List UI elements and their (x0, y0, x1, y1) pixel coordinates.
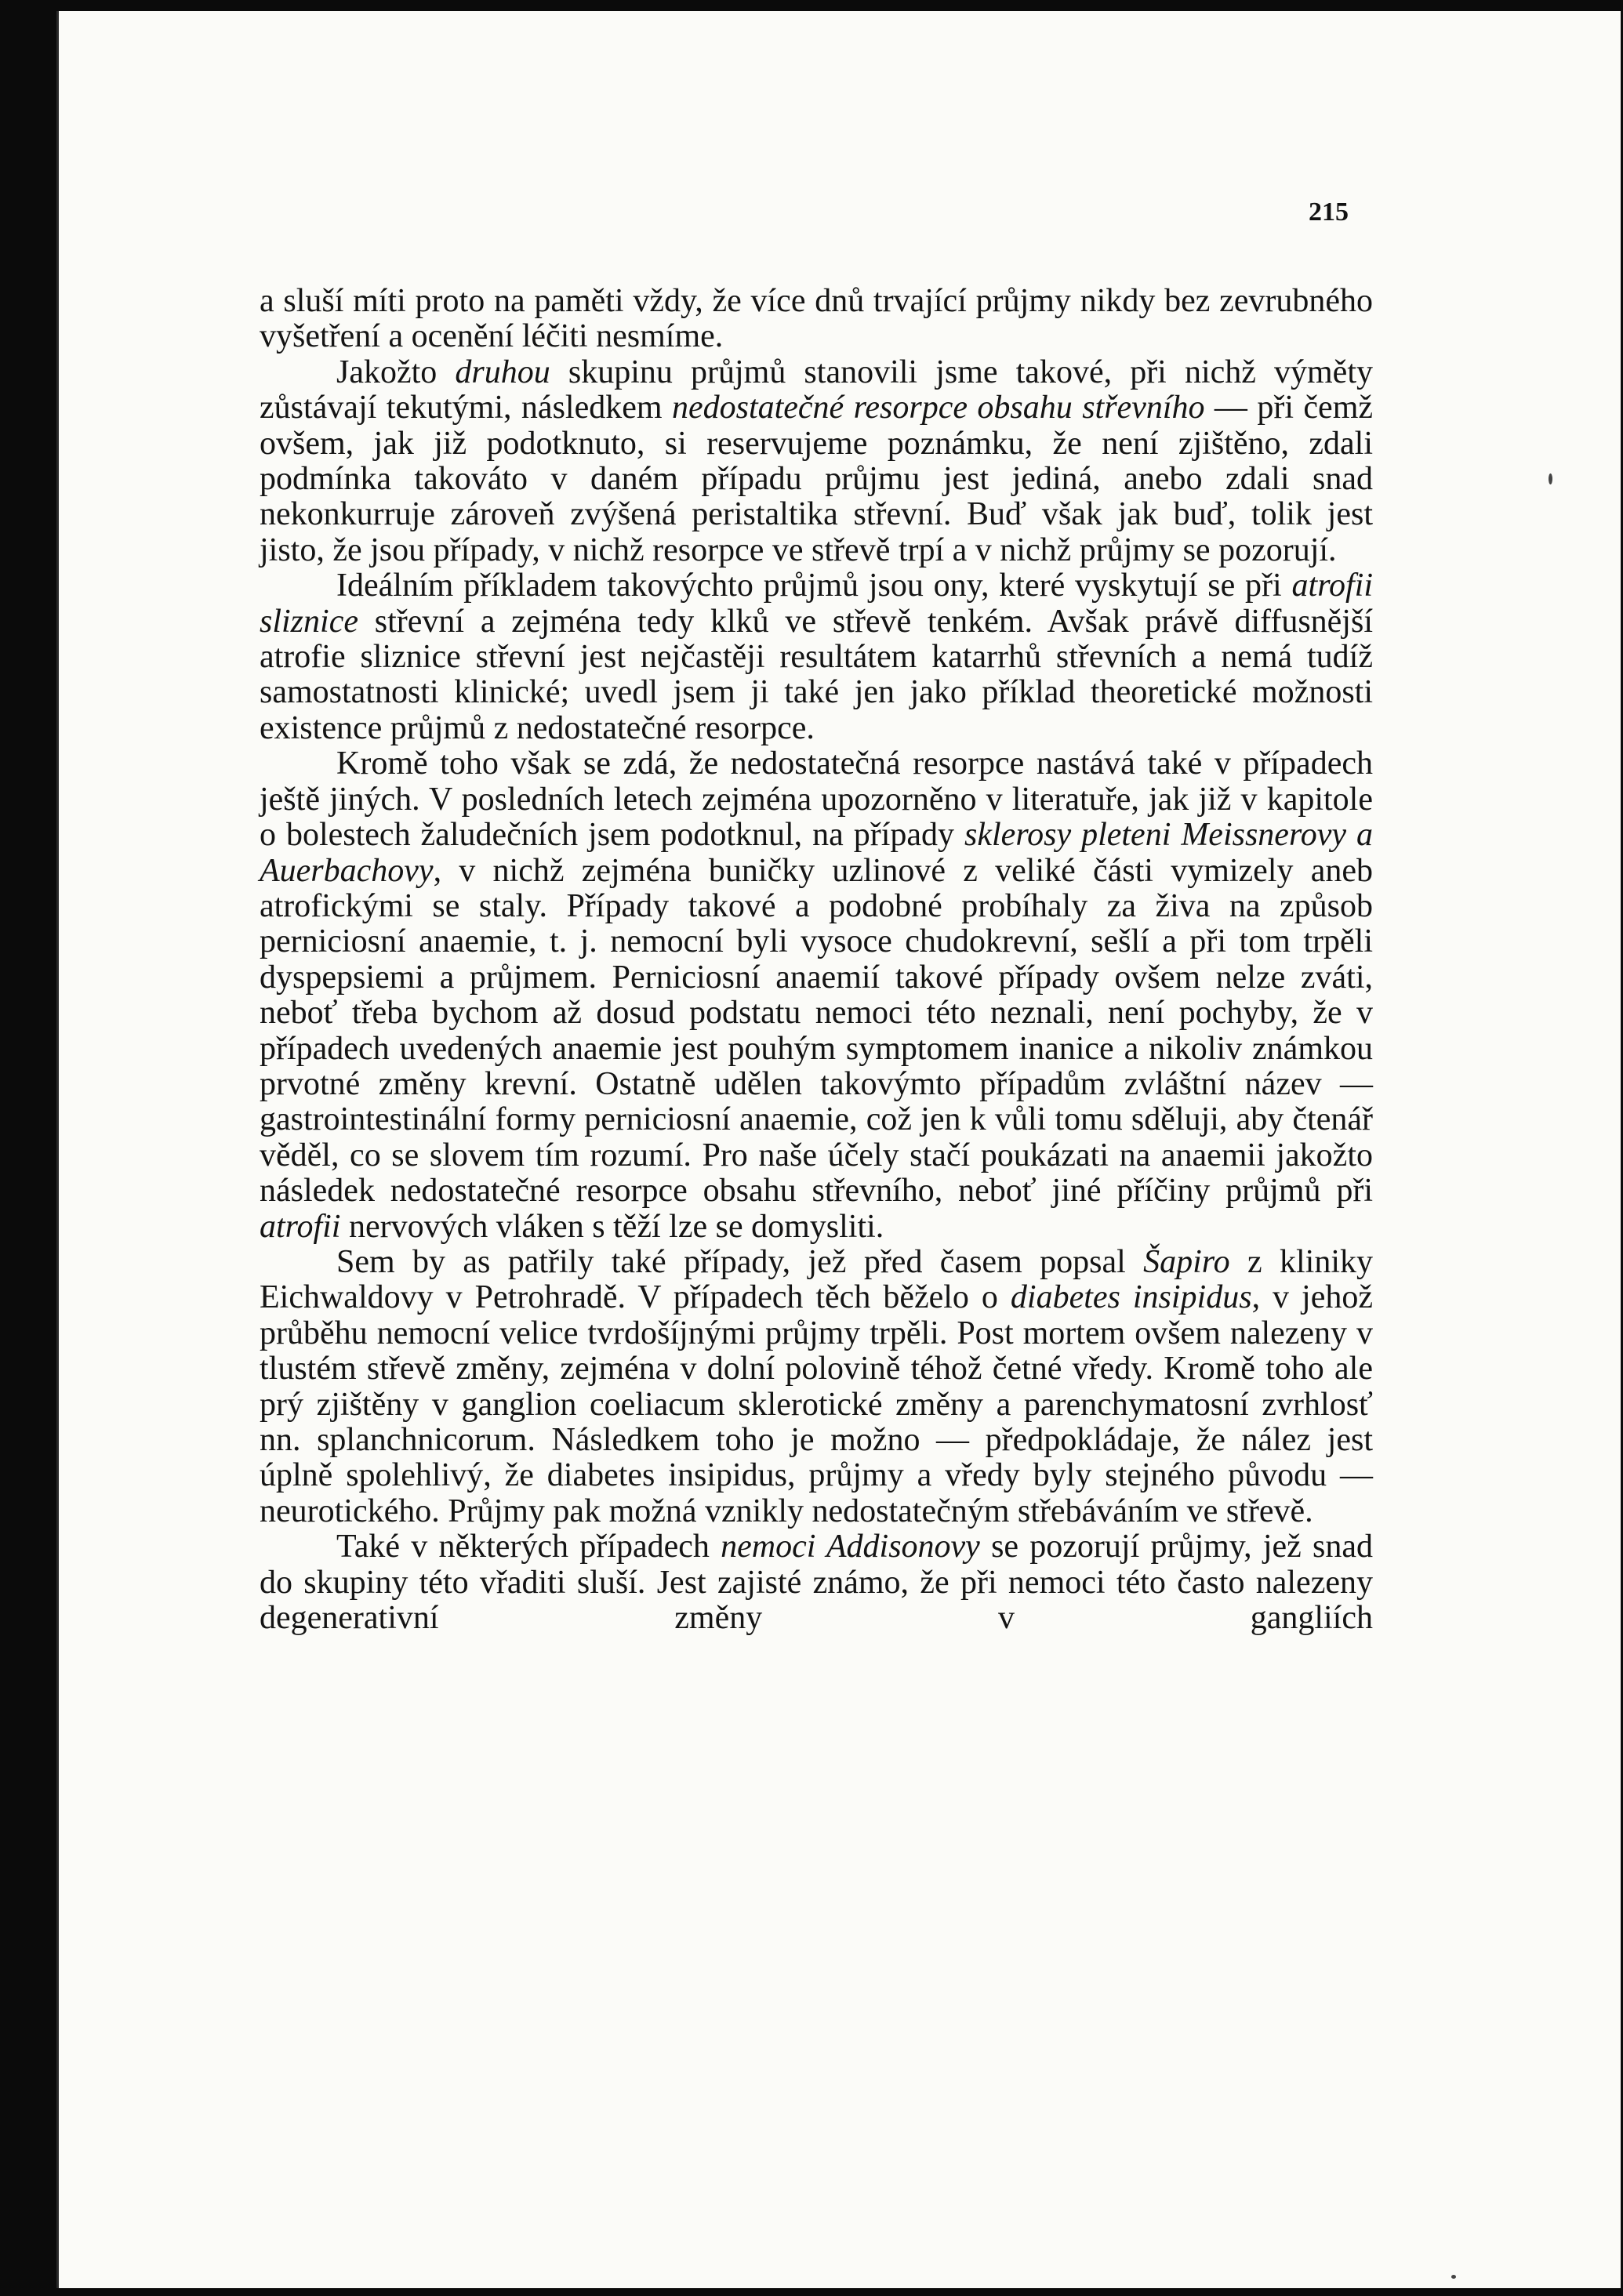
book-page (56, 11, 1621, 2288)
italic-emphasis: sklerosy pleteni Meissnerovy a Auerbachovy (260, 817, 1373, 889)
text-run: , v nichž zejména buničky uzlinové z veliké části vymizely aneb atrofickými se staly. Případy takové a podobné probíhaly za živa na způsob perniciosní anaemie, t. j. nemocní byli vysoce chudokrevní, sešlí a při tom trpěli dyspepsiemi a průjmem. Perniciosní anaemií takové případy ovšem nelze zváti, neboť třeba bychom až dosud podstatu nemoci této neznali, není pochyby, že v případech uvedených anaemie jest pouhým symptomem inanice a nikoliv známkou prvotné změny krevní. Ostatně udělen takovýmto případům zvláštní název — gastrointestinální formy perniciosní anaemie, což jen k vůli tomu sděluji, aby čtenář věděl, co se slovem tím rozumí. Pro naše účely stačí poukázati na anaemii jakožto následek nedostatečné resorpce obsahu střevního, neboť jiné příčiny průjmů při (260, 852, 1373, 1210)
paragraph (260, 1529, 1373, 1636)
text-run: Jakožto (336, 354, 456, 390)
italic-emphasis: druhou (455, 354, 550, 390)
scan-speck (1451, 2275, 1456, 2279)
text-run: Sem by as patřily také případy, jež před časem popsal (336, 1243, 1144, 1280)
paragraph (260, 1245, 1373, 1529)
paragraph (260, 355, 1373, 568)
text-run: z kliniky Eichwaldovy v Petrohradě. V případech těch běželo o (260, 1243, 1373, 1316)
page-number: 215 (1309, 198, 1349, 227)
text-run: — při čemž ovšem, jak již podotknuto, si reservujeme poznámku, že není zjištěno, zdali podmínka takováto v daném případu průjmu jest jediná, anebo zdali snad nekonkurruje zároveň zvýšená peristaltika střevní. Buď však jak buď, tolik jest jisto, že jsou případy, v nichž resorpce ve střevě trpí a v nichž průjmy se pozorují. (260, 390, 1374, 568)
paragraph (260, 746, 1373, 1245)
text-run: Kromě toho však se zdá, že nedostatečná resorpce nastává také v případech ještě jiných. V posledních letech zejména upozorněno v literatuře, jak již v kapitole o bolestech žaludečních jsem podotknul, na případy (260, 745, 1373, 854)
paragraph (260, 568, 1373, 746)
text-run: Také v některých případech (336, 1529, 721, 1565)
italic-emphasis: Šapiro (1143, 1243, 1230, 1280)
text-run: , v jehož průběhu nemocní velice tvrdošíjnými průjmy trpěli. Post mortem ovšem nalezeny v tlustém střevě změny, zejména v dolní polovině téhož četné vředy. Kromě toho ale prý zjištěny v ganglion coeliacum sklerotické změny a parenchymatosní zvrhlosť nn. splanchnicorum. Následkem toho je možno — předpokládaje, že nález jest úplně spolehlivý, že diabetes insipidus, průjmy a vředy byly stejného původu — neurotického. Průjmy pak možná vznikly nedostatečným střebáváním ve střevě. (260, 1279, 1373, 1529)
text-run: a sluší míti proto na paměti vždy, že více dnů trvající průjmy nikdy bez zevrubného vyšetření a ocenění léčiti nesmíme. (260, 283, 1373, 355)
italic-emphasis: nedostatečné resorpce obsahu střevního (671, 390, 1205, 426)
text-run: nervových vláken s těží lze se domysliti. (340, 1208, 884, 1245)
text-run: střevní a zejména tedy klků ve střevě tenkém. Avšak právě diffusnější atrofie sliznice střevní jest nejčastěji resultátem katarrhů střevních a nemá tudíž samostatnosti klinické; uvedl jsem ji také jen jako příklad theoretické možnosti existence průjmů z nedostatečné resorpce. (260, 603, 1373, 746)
italic-emphasis: atrofii sliznice (260, 568, 1373, 640)
scan-speck (1549, 473, 1552, 484)
body-text (260, 284, 1373, 1636)
text-run: skupinu průjmů stanovili jsme takové, při nichž výměty zůstávají tekutými, následkem (260, 354, 1373, 426)
italic-emphasis: nemoci Addisonovy (721, 1529, 980, 1565)
text-run: Ideálním příkladem takovýchto průjmů jsou ony, které vyskytují se při (336, 568, 1292, 604)
text-run: se pozorují průjmy, jež snad do skupiny této vřaditi sluší. Jest zajisté známo, že při nemoci této často nalezeny degenerativní změny v gangliích (260, 1529, 1373, 1637)
italic-emphasis: diabetes insipidus (1010, 1279, 1252, 1316)
italic-emphasis: atrofii (260, 1208, 341, 1245)
paragraph (260, 284, 1373, 355)
